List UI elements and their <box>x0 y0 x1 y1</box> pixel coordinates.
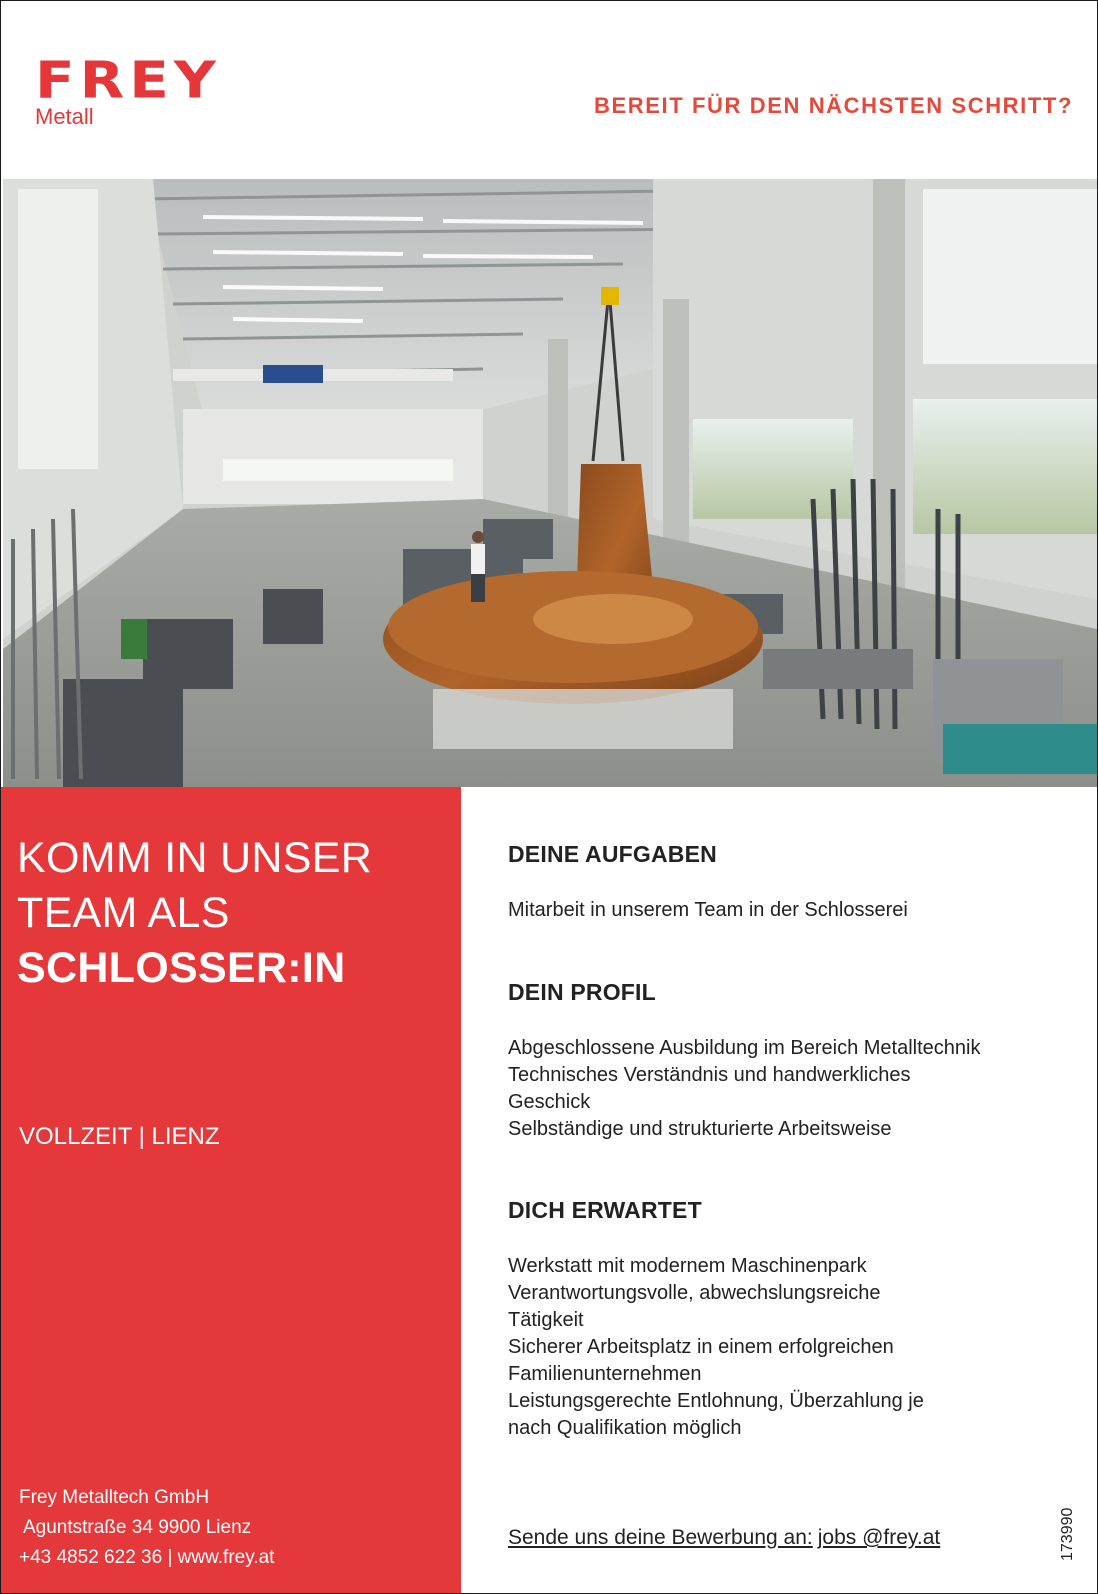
list-item: nach Qualifikation möglich <box>508 1417 742 1439</box>
tagline: BEREIT FÜR DEN NÄCHSTEN SCHRITT? <box>594 93 1073 118</box>
company-address: Aguntstraße 34 9900 Lienz <box>23 1517 252 1538</box>
profile-heading: DEIN PROFIL <box>508 979 656 1005</box>
list-item: Verantwortungsvolle, abwechslungsreiche <box>508 1282 881 1304</box>
apply-text: Sende uns deine Bewerbung an: <box>508 1526 813 1549</box>
list-item: Werkstatt mit modernem Maschinenpark <box>508 1255 867 1277</box>
list-item: Tätigkeit <box>508 1309 584 1331</box>
reference-number: 173990 <box>1059 1507 1076 1561</box>
tasks-heading: DEINE AUFGABEN <box>508 841 717 867</box>
list-item: Familienunternehmen <box>508 1363 702 1385</box>
logo-wordmark: FREY <box>35 50 221 111</box>
tasks-list <box>508 897 1048 924</box>
apply-email[interactable]: jobs @frey.at <box>817 1526 941 1549</box>
company-phone-web: +43 4852 622 36 | www.frey.at <box>19 1547 275 1568</box>
list-item: Abgeschlossene Ausbildung im Bereich Metalltechnik <box>508 1037 981 1059</box>
apply-link[interactable] <box>508 1526 940 1550</box>
headline <box>17 831 372 996</box>
workshop-hall-photo <box>3 179 1097 787</box>
list-item: Leistungsgerechte Entlohnung, Überzahlung je <box>508 1390 924 1412</box>
offer-heading: DICH ERWARTET <box>508 1197 702 1223</box>
list-item: Selbständige und strukturierte Arbeitsweise <box>508 1118 892 1140</box>
profile-list <box>508 1035 1048 1143</box>
frey-logo <box>35 50 221 129</box>
company-contact <box>19 1483 274 1573</box>
headline-line-2: TEAM ALS <box>17 889 230 937</box>
company-name: Frey Metalltech GmbH <box>19 1487 210 1508</box>
list-item: Sicherer Arbeitsplatz in einem erfolgreichen <box>508 1336 894 1358</box>
list-item: Mitarbeit in unserem Team in der Schlosserei <box>508 899 908 921</box>
headline-line-1: KOMM IN UNSER <box>17 834 373 882</box>
job-title: SCHLOSSER:IN <box>17 944 346 992</box>
employment-type-location: VOLLZEIT | LIENZ <box>19 1123 220 1150</box>
list-item: Geschick <box>508 1091 591 1113</box>
logo-subtitle: Metall <box>35 104 94 129</box>
red-info-panel <box>1 787 461 1593</box>
offer-list <box>508 1253 1048 1442</box>
list-item: Technisches Verständnis und handwerkliches <box>508 1064 911 1086</box>
